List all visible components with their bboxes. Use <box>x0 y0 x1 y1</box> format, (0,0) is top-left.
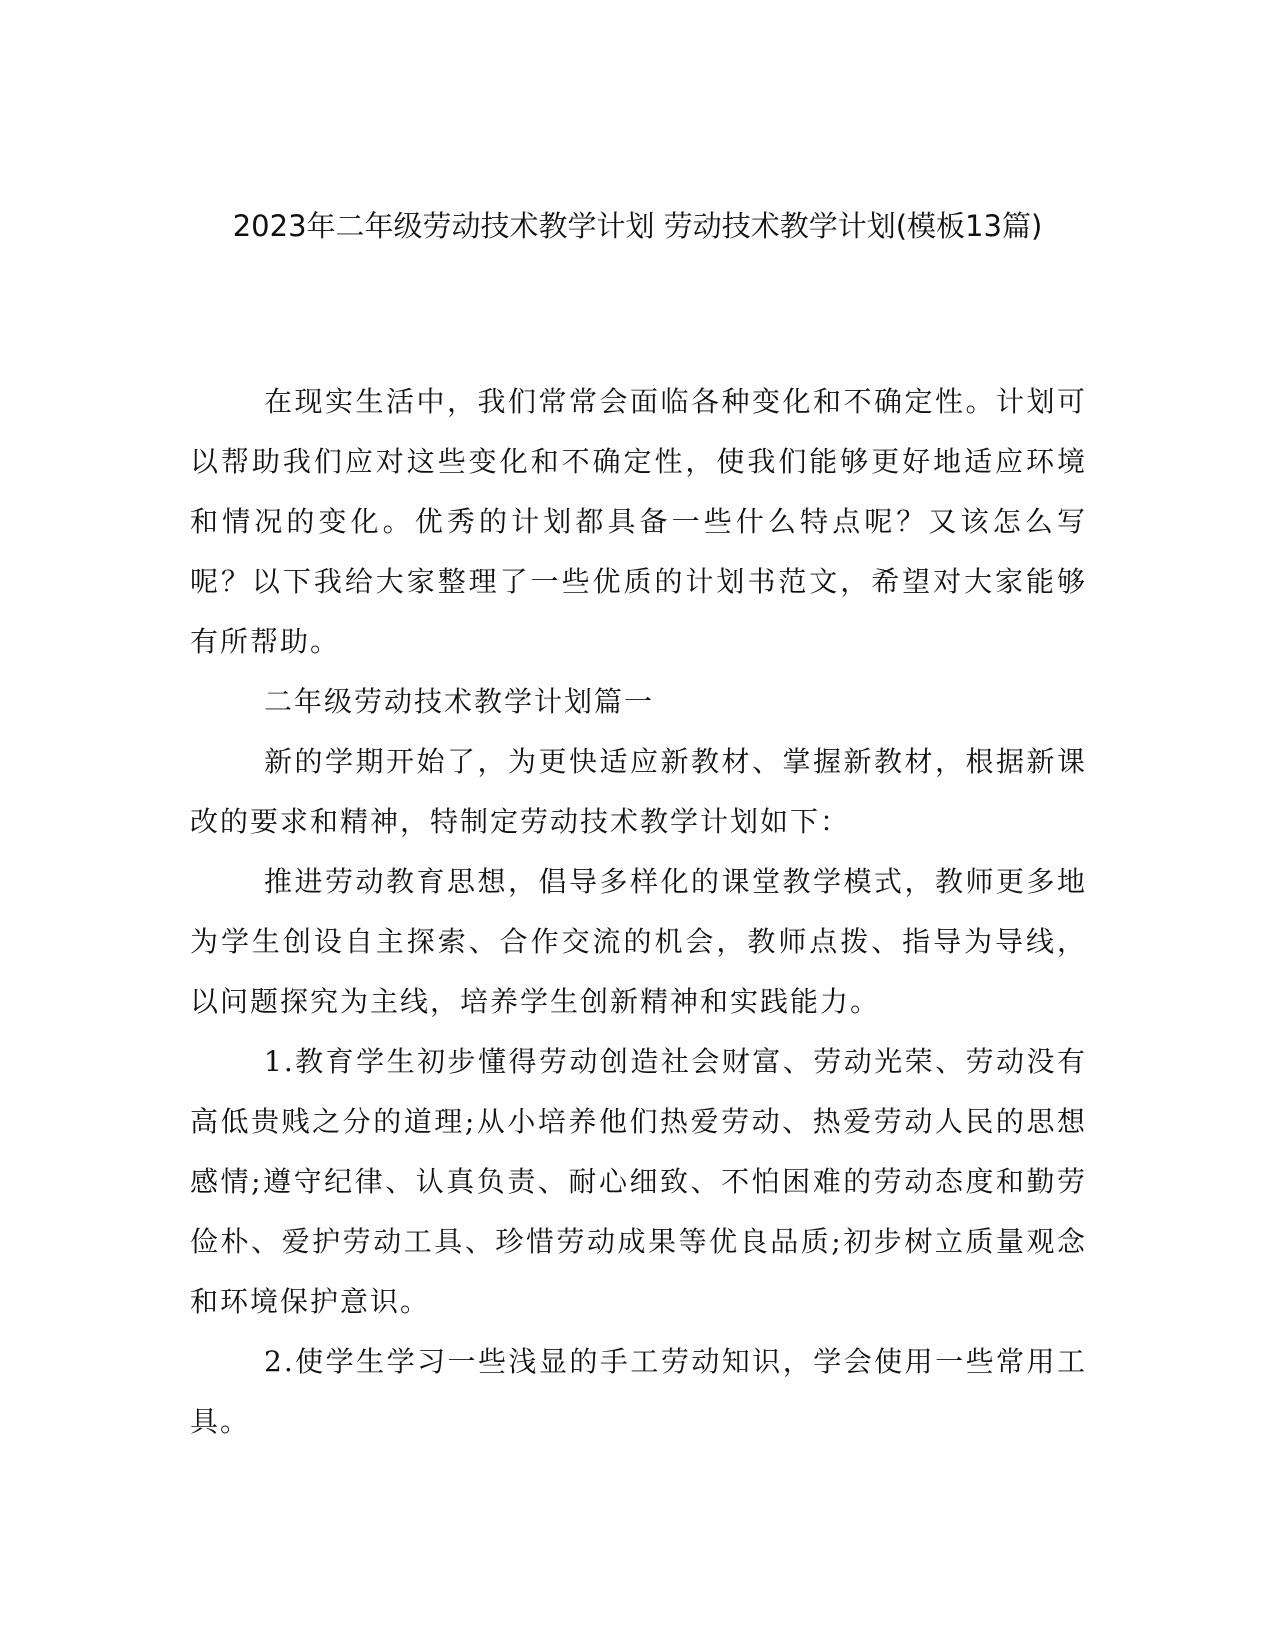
goal-item-1: 1.教育学生初步懂得劳动创造社会财富、劳动光荣、劳动没有高低贵贱之分的道理;从小培养他们热爱劳动、热爱劳动人民的思想感情;遵守纪律、认真负责、耐心细致、不怕困难的劳动态度和勤劳俭朴、爱护劳动工具、珍惜劳动成果等优良品质;初步树立质量观念和环境保护意识。 <box>190 1045 1087 1318</box>
document-body <box>190 372 1087 1452</box>
intro-paragraph: 在现实生活中，我们常常会面临各种变化和不确定性。计划可以帮助我们应对这些变化和不确定性，使我们能够更好地适应环境和情况的变化。优秀的计划都具备一些什么特点呢？又该怎么写呢？以下我给大家整理了一些优质的计划书范文，希望对大家能够有所帮助。 <box>190 385 1087 658</box>
semester-paragraph: 新的学期开始了，为更快适应新教材、掌握新教材，根据新课改的要求和精神，特制定劳动技术教学计划如下： <box>190 745 1087 838</box>
teaching-approach-paragraph: 推进劳动教育思想，倡导多样化的课堂教学模式，教师更多地为学生创设自主探索、合作交流的机会，教师点拨、指导为导线，以问题探究为主线，培养学生创新精神和实践能力。 <box>190 865 1087 1018</box>
section-heading: 二年级劳动技术教学计划篇一 <box>264 685 655 718</box>
goal-item-2: 2.使学生学习一些浅显的手工劳动知识，学会使用一些常用工具。 <box>190 1345 1087 1438</box>
document-title: 2023年二年级劳动技术教学计划 劳动技术教学计划(模板13篇) <box>232 209 1043 243</box>
